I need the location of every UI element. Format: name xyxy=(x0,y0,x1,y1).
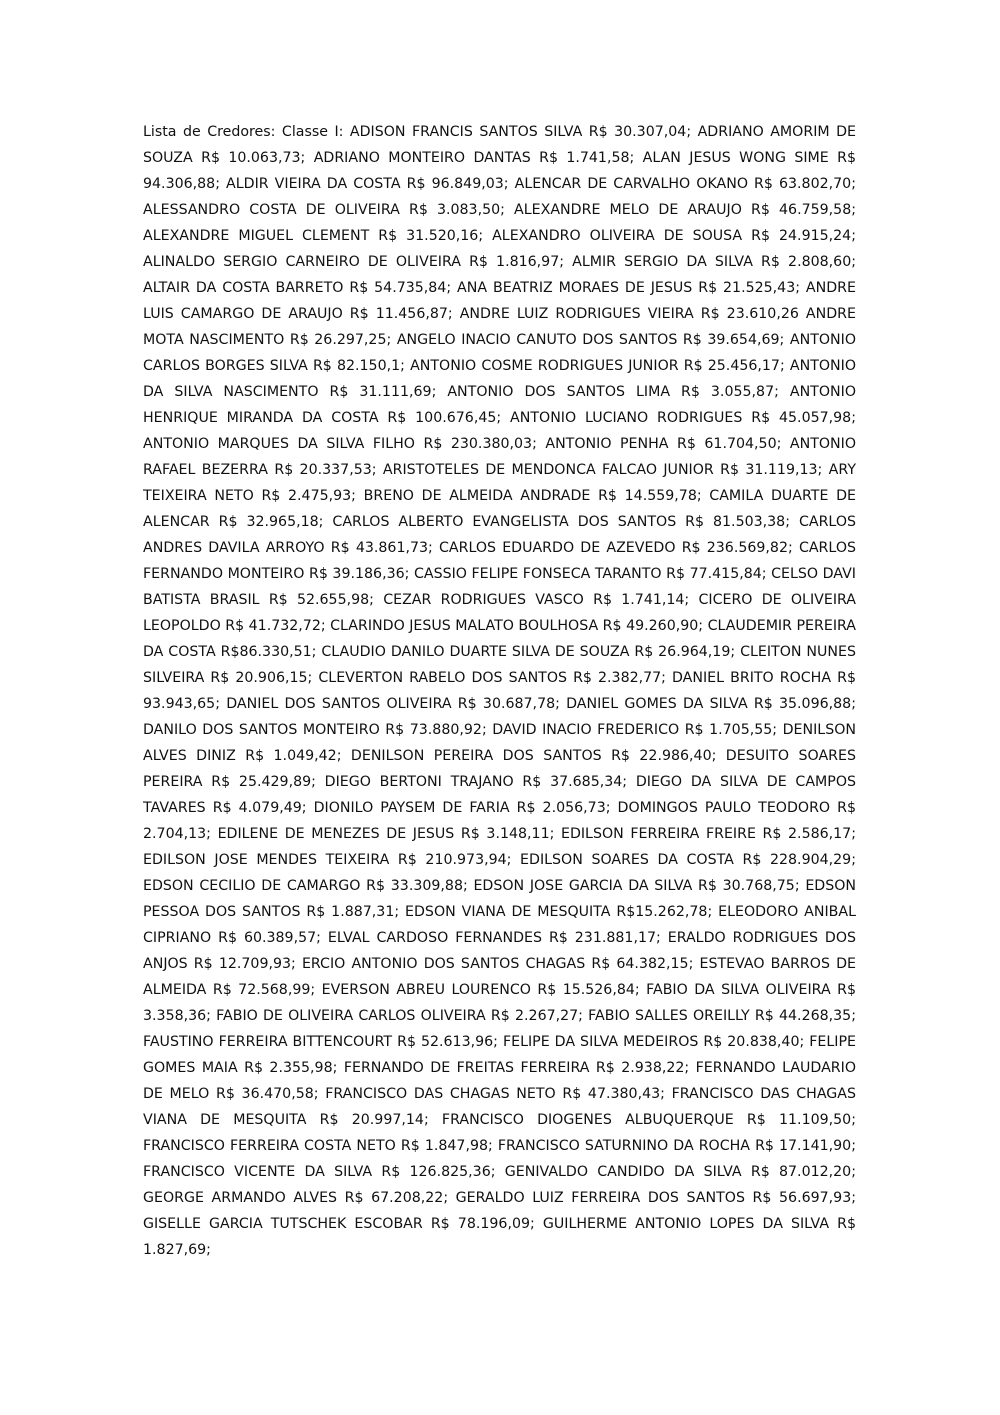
creditor-list-paragraph: Lista de Credores: Classe I: ADISON FRANCIS SANTOS SILVA R$ 30.307,04; ADRIANO AMORIM DE SOUZA R$ 10.063,73; ADRIANO MONTEIRO DANTAS R$ 1.741,58; ALAN JESUS WONG SIME R$ 94.306,88; ALDIR VIEIRA DA COSTA R$ 96.849,03; ALENCAR DE CARVALHO OKANO R$ 63.802,70; ALESSANDRO COSTA DE OLIVEIRA R$ 3.083,50; ALEXANDRE MELO DE ARAUJO R$ 46.759,58; ALEXANDRE MIGUEL CLEMENT R$ 31.520,16; ALEXANDRO OLIVEIRA DE SOUSA R$ 24.915,24; ALINALDO SERGIO CARNEIRO DE OLIVEIRA R$ 1.816,97; ALMIR SERGIO DA SILVA R$ 2.808,60; ALTAIR DA COSTA BARRETO R$ 54.735,84; ANA BEATRIZ MORAES DE JESUS R$ 21.525,43; ANDRE LUIS CAMARGO DE ARAUJO R$ 11.456,87; ANDRE LUIZ RODRIGUES VIEIRA R$ 23.610,26 ANDRE MOTA NASCIMENTO R$ 26.297,25; ANGELO INACIO CANUTO DOS SANTOS R$ 39.654,69; ANTONIO CARLOS BORGES SILVA R$ 82.150,1; ANTONIO COSME RODRIGUES JUNIOR R$ 25.456,17; ANTONIO DA SILVA NASCIMENTO R$ 31.111,69; ANTONIO DOS SANTOS LIMA R$ 3.055,87; ANTONIO HENRIQUE MIRANDA DA COSTA R$ 100.676,45; ANTONIO LUCIANO RODRIGUES R$ 45.057,98; ANTONIO MARQUES DA SILVA FILHO R$ 230.380,03; ANTONIO PENHA R$ 61.704,50; ANTONIO RAFAEL BEZERRA R$ 20.337,53; ARISTOTELES DE MENDONCA FALCAO JUNIOR R$ 31.119,13; ARY TEIXEIRA NETO R$ 2.475,93; BRENO DE ALMEIDA ANDRADE R$ 14.559,78; CAMILA DUARTE DE ALENCAR R$ 32.965,18; CARLOS ALBERTO EVANGELISTA DOS SANTOS R$ 81.503,38; CARLOS ANDRES DAVILA ARROYO R$ 43.861,73; CARLOS EDUARDO DE AZEVEDO R$ 236.569,82; CARLOS FERNANDO MONTEIRO R$ 39.186,36; CASSIO FELIPE FONSECA TARANTO R$ 77.415,84; CELSO DAVI BATISTA BRASIL R$ 52.655,98; CEZAR RODRIGUES VASCO R$ 1.741,14; CICERO DE OLIVEIRA LEOPOLDO R$ 41.732,72; CLARINDO JESUS MALATO BOULHOSA R$ 49.260,90; CLAUDEMIR PEREIRA DA COSTA R$86.330,51; CLAUDIO DANILO DUARTE SILVA DE SOUZA R$ 26.964,19; CLEITON NUNES SILVEIRA R$ 20.906,15; CLEVERTON RABELO DOS SANTOS R$ 2.382,77; DANIEL BRITO ROCHA R$ 93.943,65; DANIEL DOS SANTOS OLIVEIRA R$ 30.687,78; DANIEL GOMES DA SILVA R$ 35.096,88; DANILO DOS SANTOS MONTEIRO R$ 73.880,92; DAVID INACIO FREDERICO R$ 1.705,55; DENILSON ALVES DINIZ R$ 1.049,42; DENILSON PEREIRA DOS SANTOS R$ 22.986,40; DESUITO SOARES PEREIRA R$ 25.429,89; DIEGO BERTONI TRAJANO R$ 37.685,34; DIEGO DA SILVA DE CAMPOS TAVARES R$ 4.079,49; DIONILO PAYSEM DE FARIA R$ 2.056,73; DOMINGOS PAULO TEODORO R$ 2.704,13; EDILENE DE MENEZES DE JESUS R$ 3.148,11; EDILSON FERREIRA FREIRE R$ 2.586,17; EDILSON JOSE MENDES TEIXEIRA R$ 210.973,94; EDILSON SOARES DA COSTA R$ 228.904,29; EDSON CECILIO DE CAMARGO R$ 33.309,88; EDSON JOSE GARCIA DA SILVA R$ 30.768,75; EDSON PESSOA DOS SANTOS R$ 1.887,31; EDSON VIANA DE MESQUITA R$15.262,78; ELEODORO ANIBAL CIPRIANO R$ 60.389,57; ELVAL CARDOSO FERNANDES R$ 231.881,17; ERALDO RODRIGUES DOS ANJOS R$ 12.709,93; ERCIO ANTONIO DOS SANTOS CHAGAS R$ 64.382,15; ESTEVAO BARROS DE ALMEIDA R$ 72.568,99; EVERSON ABREU LOURENCO R$ 15.526,84; FABIO DA SILVA OLIVEIRA R$ 3.358,36; FABIO DE OLIVEIRA CARLOS OLIVEIRA R$ 2.267,27; FABIO SALLES OREILLY R$ 44.268,35; FAUSTINO FERREIRA BITTENCOURT R$ 52.613,96; FELIPE DA SILVA MEDEIROS R$ 20.838,40; FELIPE GOMES MAIA R$ 2.355,98; FERNANDO DE FREITAS FERREIRA R$ 2.938,22; FERNANDO LAUDARIO DE MELO R$ 36.470,58; FRANCISCO DAS CHAGAS NETO R$ 47.380,43; FRANCISCO DAS CHAGAS VIANA DE MESQUITA R$ 20.997,14; FRANCISCO DIOGENES ALBUQUERQUE R$ 11.109,50; FRANCISCO FERREIRA COSTA NETO R$ 1.847,98; FRANCISCO SATURNINO DA ROCHA R$ 17.141,90; FRANCISCO VICENTE DA SILVA R$ 126.825,36; GENIVALDO CANDIDO DA SILVA R$ 87.012,20; GEORGE ARMANDO ALVES R$ 67.208,22; GERALDO LUIZ FERREIRA DOS SANTOS R$ 56.697,93; GISELLE GARCIA TUTSCHEK ESCOBAR R$ 78.196,09; GUILHERME ANTONIO LOPES DA SILVA R$ 1.827,69; xyxy=(143,124,856,1258)
